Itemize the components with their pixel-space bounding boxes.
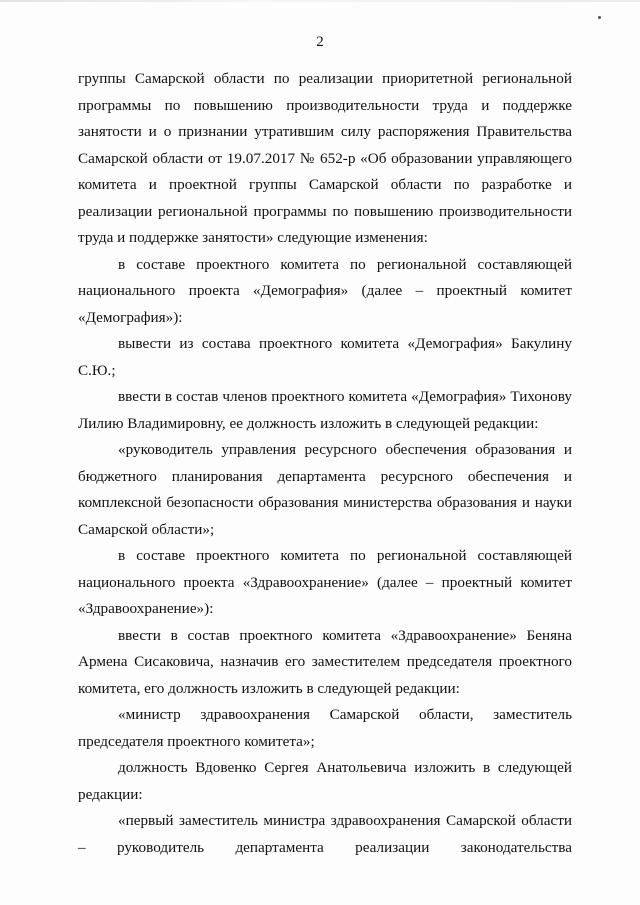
paragraph-10: «первый заместитель министра здравоохранения Самарской области – руководитель департамента реализации законодательства <box>78 812 572 856</box>
paragraph-5: «руководитель управления ресурсного обеспечения образования и бюджетного планирования департамента ресурсного обеспечения и комплексной безопасности образования министерства образования и науки Самарской области»; <box>78 441 572 538</box>
paragraph-1: группы Самарской области по реализации приоритетной региональной программы по повышению производительности труда и поддержке занятости и о признании утратившим силу распоряжения Правительства Самарской области от 19.07.2017 № 652-р «Об образовании управляющего комитета и проектной группы Самарской области по разработке и реализации региональной программы по повышению производительности труда и поддержке занятости» следующие изменения: <box>78 70 572 246</box>
page-number: 2 <box>316 34 324 50</box>
paragraph-4: ввести в состав членов проектного комитета «Демография» Тихонову Лилию Владимировну, ее должность изложить в следующей редакции: <box>78 388 572 432</box>
paragraph-8: «министр здравоохранения Самарской области, заместитель председателя проектного комитета»; <box>78 706 572 750</box>
paragraph-2: в составе проектного комитета по региональной составляющей национального проекта «Демография» (далее – проектный комитет «Демография»): <box>78 255 572 326</box>
scan-edge <box>0 0 640 2</box>
paragraph-6: в составе проектного комитета по региональной составляющей национального проекта «Здравоохранение» (далее – проектный комитет «Здравоохранение»): <box>78 547 572 617</box>
paragraph-3: вывести из состава проектного комитета «Демография» Бакулину С.Ю.; <box>78 335 572 379</box>
paragraph-9: должность Вдовенко Сергея Анатольевича изложить в следующей редакции: <box>78 759 572 803</box>
paragraph-7: ввести в состав проектного комитета «Здравоохранение» Беняна Армена Сисаковича, назначив его заместителем председателя проектного комитета, его должность изложить в следующей редакции: <box>78 626 572 697</box>
scan-speck <box>598 16 601 19</box>
document-body <box>78 66 572 861</box>
